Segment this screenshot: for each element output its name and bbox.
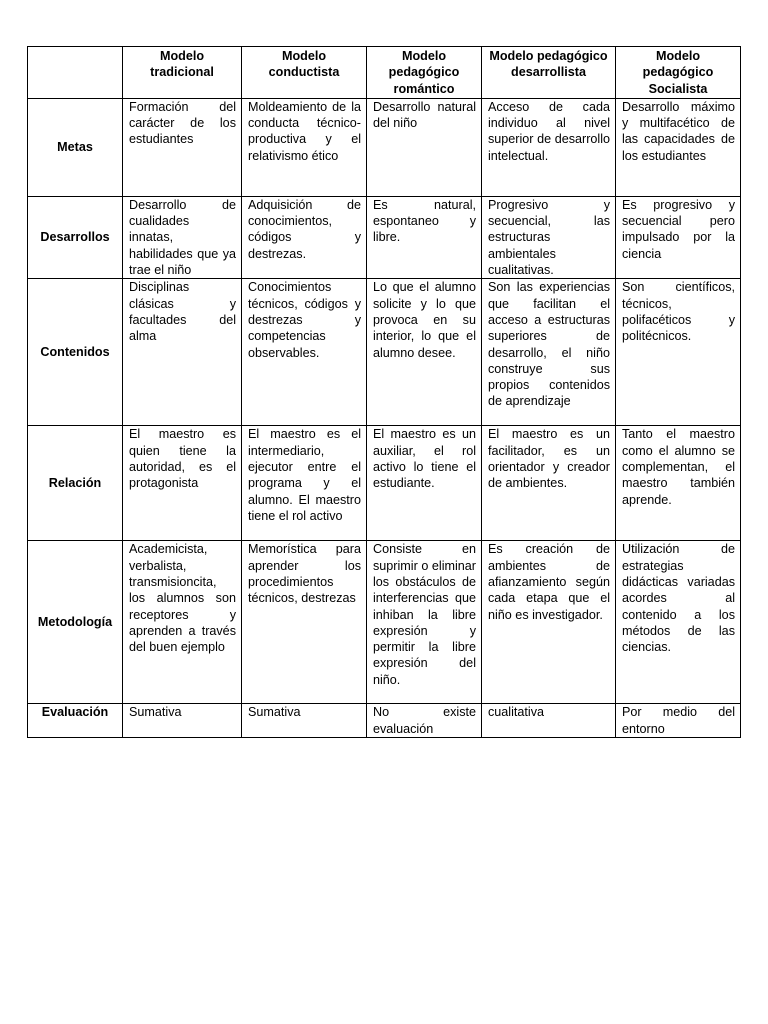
table-cell: Consiste en suprimir o eliminar los obstáculos de interferencias que inhiban la libre expresión y permitir la libre expresión del niño.: [367, 541, 482, 704]
table-row: [28, 196, 741, 278]
table-cell: Memorística para aprender los procedimientos técnicos, destrezas: [242, 541, 367, 704]
table-cell: Desarrollo de cualidades innatas, habilidades que ya trae el niño: [123, 196, 242, 278]
table-cell: cualitativa: [482, 704, 616, 738]
table-cell: Sumativa: [123, 704, 242, 738]
table-row: [28, 98, 741, 196]
table-cell: Disciplinas clásicas y facultades del alma: [123, 279, 242, 426]
table-cell: El maestro es quien tiene la autoridad, es el protagonista: [123, 426, 242, 541]
table-cell: El maestro es el intermediario, ejecutor entre el programa y el alumno. El maestro tiene el rol activo: [242, 426, 367, 541]
column-header: Modelo pedagógico desarrollista: [482, 47, 616, 99]
table-cell: Es progresivo y secuencial pero impulsado por la ciencia: [616, 196, 741, 278]
table-cell: Conocimientos técnicos, códigos y destrezas y competencias observables.: [242, 279, 367, 426]
table-cell: Adquisición de conocimientos, códigos y destrezas.: [242, 196, 367, 278]
pedagogical-models-table: [27, 46, 741, 738]
table-cell: Es natural, espontaneo y libre.: [367, 196, 482, 278]
table-cell: Por medio del entorno: [616, 704, 741, 738]
column-header: Modelo conductista: [242, 47, 367, 99]
table-cell: Utilización de estrategias didácticas variadas acordes al contenido a los métodos de las ciencias.: [616, 541, 741, 704]
table-cell: Desarrollo natural del niño: [367, 98, 482, 196]
row-header: Desarrollos: [28, 196, 123, 278]
table-cell: El maestro es un facilitador, es un orientador y creador de ambientes.: [482, 426, 616, 541]
column-header: Modelo pedagógico romántico: [367, 47, 482, 99]
table-row: [28, 426, 741, 541]
column-header: Modelo tradicional: [123, 47, 242, 99]
table-cell: Son las experiencias que facilitan el acceso a estructuras superiores de desarrollo, el niño construye sus propios contenidos de aprendizaje: [482, 279, 616, 426]
row-header: Metas: [28, 98, 123, 196]
row-header: Relación: [28, 426, 123, 541]
column-header: Modelo pedagógico Socialista: [616, 47, 741, 99]
table-row: [28, 541, 741, 704]
table-cell: Son científicos, técnicos, polifacéticos y politécnicos.: [616, 279, 741, 426]
table-cell: Progresivo y secuencial, las estructuras ambientales cualitativas.: [482, 196, 616, 278]
table-row: [28, 279, 741, 426]
table-row: [28, 704, 741, 738]
table-cell: No existe evaluación: [367, 704, 482, 738]
table-cell: El maestro es un auxiliar, el rol activo lo tiene el estudiante.: [367, 426, 482, 541]
table-cell: Moldeamiento de la conducta técnico-productiva y el relativismo ético: [242, 98, 367, 196]
table-cell: Desarrollo máximo y multifacético de las capacidades de los estudiantes: [616, 98, 741, 196]
table-cell: Tanto el maestro como el alumno se complementan, el maestro también aprende.: [616, 426, 741, 541]
corner-cell: [28, 47, 123, 99]
row-header: Metodología: [28, 541, 123, 704]
table-cell: Academicista, verbalista, transmisioncita, los alumnos son receptores y aprenden a través del buen ejemplo: [123, 541, 242, 704]
table-cell: Acceso de cada individuo al nivel superior de desarrollo intelectual.: [482, 98, 616, 196]
table-cell: Es creación de ambientes de afianzamiento según cada etapa que el niño es investigador.: [482, 541, 616, 704]
table-cell: Lo que el alumno solicite y lo que provoca en su interior, lo que el alumno desee.: [367, 279, 482, 426]
table-cell: Formación del carácter de los estudiantes: [123, 98, 242, 196]
header-row: [28, 47, 741, 99]
table-cell: Sumativa: [242, 704, 367, 738]
row-header: Contenidos: [28, 279, 123, 426]
row-header: Evaluación: [28, 704, 123, 738]
